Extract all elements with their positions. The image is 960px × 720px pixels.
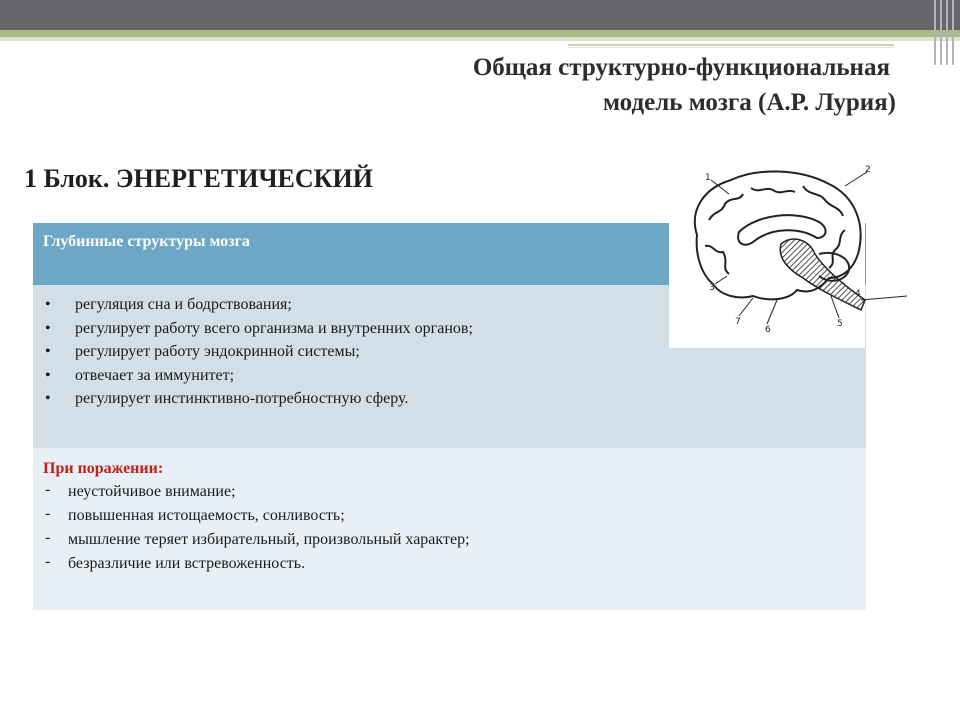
corner-stripes [930, 0, 960, 65]
table-header: Глубинные структуры мозга [33, 223, 866, 285]
list-item: - безразличие или встревоженность. [43, 552, 866, 576]
list-item: - мышление теряет избирательный, произвольный характер; [43, 528, 866, 552]
brain-label: 3 [709, 283, 715, 293]
brain-label: 6 [765, 325, 771, 335]
top-dark-band [0, 0, 960, 30]
title-underline [568, 44, 894, 46]
lesion-list [43, 480, 866, 576]
brain-label: 2 [865, 165, 871, 175]
slide-title [336, 50, 896, 120]
list-item: • отвечает за иммунитет; [43, 364, 866, 388]
brain-figure [669, 150, 871, 348]
list-item: • регулирует инстинктивно-потребностную сферу. [43, 387, 866, 411]
brain-label: 1 [705, 173, 711, 183]
lesion-row [33, 448, 866, 610]
list-item: • регуляция сна и бодрствования; [43, 293, 866, 317]
top-green-band [0, 30, 960, 37]
block-heading: 1 Блок. ЭНЕРГЕТИЧЕСКИЙ [24, 164, 373, 193]
slide-title-line2: модель мозга (А.Р. Лурия) [602, 89, 896, 116]
brain-label: 5 [837, 319, 843, 329]
list-item: - повышенная истощаемость, сонливость; [43, 504, 866, 528]
slide-title-line1: Общая структурно-функциональная [472, 54, 890, 81]
lesion-title: При поражении: [43, 460, 164, 477]
title-underline-secondary [568, 47, 894, 48]
top-light-band [0, 37, 960, 41]
list-item: - неустойчивое внимание; [43, 480, 866, 504]
brain-label: 7 [735, 317, 741, 327]
brain-diagram-icon [669, 150, 871, 348]
list-item: • регулирует работу всего организма и внутренних органов; [43, 317, 866, 341]
list-item: • регулирует работу эндокринной системы; [43, 340, 866, 364]
brain-label: 4 [855, 289, 861, 299]
